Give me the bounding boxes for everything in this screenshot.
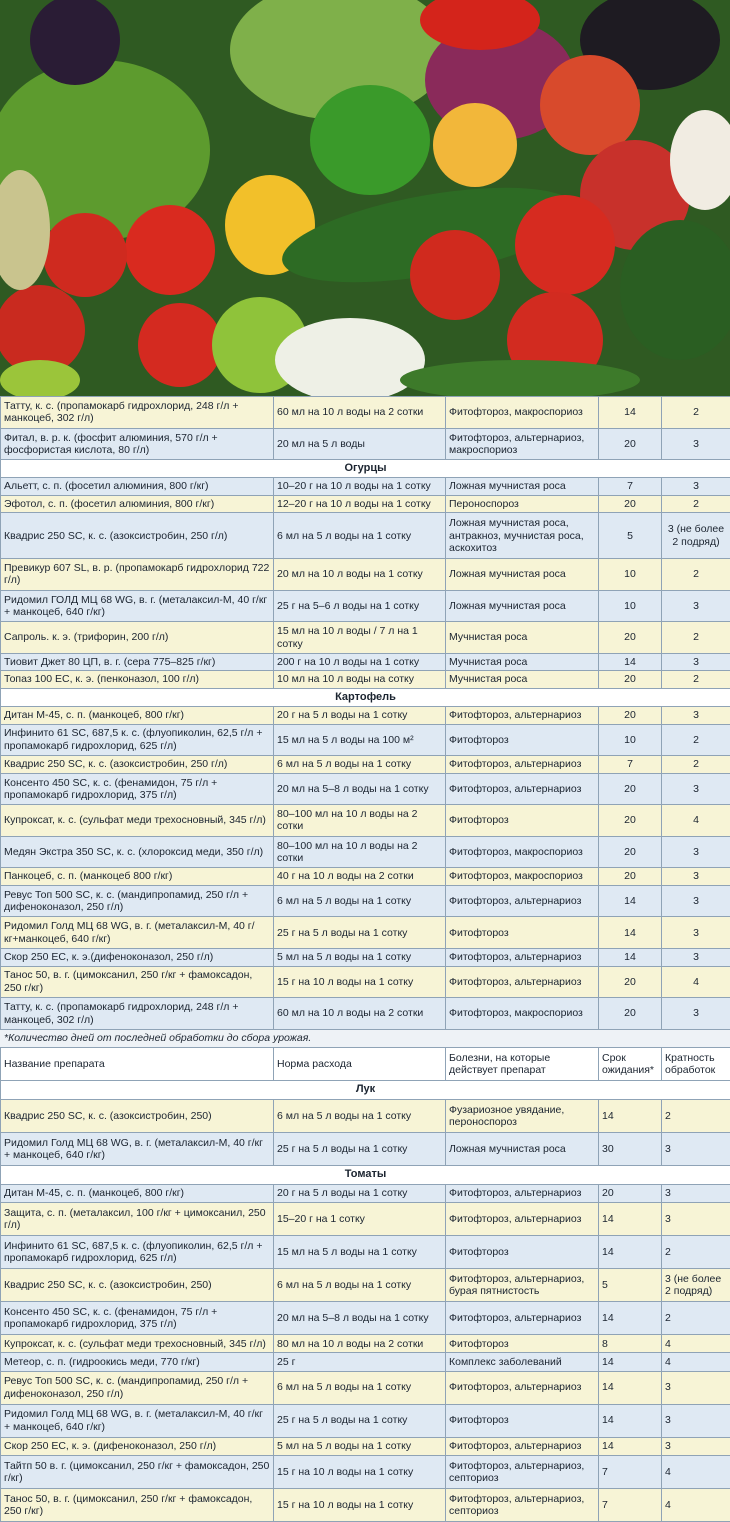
product-name-cell: Ридомил Голд МЦ 68 WG, в. г. (металаксил-М, 40 г/кг+манкоцеб, 640 г/кг) bbox=[1, 917, 274, 949]
diseases-cell: Фитофтороз, альтернариоз bbox=[446, 966, 599, 998]
dosage-cell: 5 мл на 5 л воды на 1 сотку bbox=[274, 1437, 446, 1455]
table-row bbox=[1, 724, 730, 756]
table-row bbox=[1, 513, 730, 559]
product-name-cell: Тиовит Джет 80 ЦП, в. г. (сера 775–825 г/кг) bbox=[1, 653, 274, 671]
dosage-cell: 20 мл на 10 л воды на 1 сотку bbox=[274, 559, 446, 591]
waiting-period-cell: 14 bbox=[599, 1404, 662, 1437]
table-row bbox=[1, 397, 730, 429]
product-name-cell: Квадрис 250 SC, к. с. (азоксистробин, 250 г/л) bbox=[1, 756, 274, 774]
waiting-period-cell: 14 bbox=[599, 397, 662, 429]
product-name-cell: Купроксат, к. с. (сульфат меди трехосновный, 345 г/л) bbox=[1, 805, 274, 837]
product-name-cell: Квадрис 250 SC, к. с. (азоксистробин, 250) bbox=[1, 1269, 274, 1302]
table-row bbox=[1, 1184, 730, 1202]
diseases-cell: Фитофтороз, альтернариоз, бурая пятнистость bbox=[446, 1269, 599, 1302]
waiting-period-cell: 20 bbox=[599, 805, 662, 837]
table-row bbox=[1, 1236, 730, 1269]
product-name-cell: Консенто 450 SC, к. с. (фенамидон, 75 г/л + пропамокарб гидрохлорид, 375 г/л) bbox=[1, 773, 274, 805]
treatments-count-cell: 2 bbox=[662, 397, 730, 429]
treatments-count-cell: 2 bbox=[662, 1302, 730, 1335]
waiting-period-cell: 7 bbox=[599, 1455, 662, 1488]
header-cell: Название препарата bbox=[1, 1048, 274, 1081]
table-row bbox=[1, 1437, 730, 1455]
waiting-period-cell: 20 bbox=[599, 998, 662, 1030]
product-name-cell: Альетт, с. п. (фосетил алюминия, 800 г/кг) bbox=[1, 478, 274, 496]
product-name-cell: Татту, к. с. (пропамокарб гидрохлорид, 248 г/л + манкоцеб, 302 г/л) bbox=[1, 397, 274, 429]
treatments-count-cell: 4 bbox=[662, 1353, 730, 1371]
diseases-cell: Ложная мучнистая роса bbox=[446, 590, 599, 622]
waiting-period-cell: 20 bbox=[599, 773, 662, 805]
diseases-cell: Фитофтороз, альтернариоз bbox=[446, 1302, 599, 1335]
diseases-cell: Фитофтороз, макроспориоз bbox=[446, 836, 599, 868]
treatments-count-cell: 4 bbox=[662, 805, 730, 837]
product-name-cell: Консенто 450 SC, к. с. (фенамидон, 75 г/л + пропамокарб гидрохлорид, 375 г/л) bbox=[1, 1302, 274, 1335]
product-name-cell: Татту, к. с. (пропамокарб гидрохлорид, 248 г/л + манкоцеб, 302 г/л) bbox=[1, 998, 274, 1030]
dosage-cell: 6 мл на 5 л воды на 1 сотку bbox=[274, 513, 446, 559]
treatments-count-cell: 3 bbox=[662, 885, 730, 917]
waiting-period-cell: 20 bbox=[599, 836, 662, 868]
section-row bbox=[1, 688, 730, 706]
treatments-count-cell: 4 bbox=[662, 966, 730, 998]
product-name-cell: Дитан М-45, с. п. (манкоцеб, 800 г/кг) bbox=[1, 707, 274, 725]
table-row bbox=[1, 653, 730, 671]
treatments-count-cell: 2 bbox=[662, 756, 730, 774]
header-row bbox=[1, 1048, 730, 1081]
waiting-period-cell: 14 bbox=[599, 1371, 662, 1404]
diseases-cell: Фитофтороз, альтернариоз, септориоз bbox=[446, 1488, 599, 1521]
diseases-cell: Фитофтороз bbox=[446, 1236, 599, 1269]
dosage-cell: 10 мл на 10 л воды на сотку bbox=[274, 671, 446, 689]
diseases-cell: Фитофтороз, альтернариоз bbox=[446, 1371, 599, 1404]
product-name-cell: Ридомил Голд МЦ 68 WG, в. г. (металаксил-М, 40 г/кг + манкоцеб, 640 г/кг) bbox=[1, 1132, 274, 1165]
diseases-cell: Фитофтороз, макроспориоз bbox=[446, 998, 599, 1030]
dosage-cell: 200 г на 10 л воды на 1 сотку bbox=[274, 653, 446, 671]
diseases-cell: Фитофтороз bbox=[446, 1335, 599, 1353]
table-row bbox=[1, 917, 730, 949]
treatments-count-cell: 3 bbox=[662, 836, 730, 868]
waiting-period-cell: 14 bbox=[599, 949, 662, 967]
waiting-period-cell: 20 bbox=[599, 622, 662, 654]
product-name-cell: Фитал, в. р. к. (фосфит алюминия, 570 г/л + фосфористая кислота, 80 г/л) bbox=[1, 428, 274, 460]
waiting-period-cell: 20 bbox=[599, 966, 662, 998]
table-row bbox=[1, 1203, 730, 1236]
waiting-period-cell: 10 bbox=[599, 724, 662, 756]
dosage-cell: 15 мл на 5 л воды на 1 сотку bbox=[274, 1236, 446, 1269]
dosage-cell: 25 г на 5 л воды на 1 сотку bbox=[274, 1132, 446, 1165]
waiting-period-cell: 14 bbox=[599, 917, 662, 949]
product-name-cell: Танос 50, в. г. (цимоксанил, 250 г/кг + фамоксадон, 250 г/кг) bbox=[1, 1488, 274, 1521]
treatments-count-cell: 2 bbox=[662, 495, 730, 513]
diseases-cell: Фитофтороз, альтернариоз bbox=[446, 1184, 599, 1202]
table-row bbox=[1, 836, 730, 868]
dosage-cell: 60 мл на 10 л воды на 2 сотки bbox=[274, 998, 446, 1030]
waiting-period-cell: 20 bbox=[599, 671, 662, 689]
diseases-cell: Фузариозное увядание, пероноспороз bbox=[446, 1099, 599, 1132]
treatments-count-cell: 3 bbox=[662, 1371, 730, 1404]
diseases-cell: Фитофтороз bbox=[446, 805, 599, 837]
section-row bbox=[1, 1165, 730, 1184]
header-cell: Норма расхода bbox=[274, 1048, 446, 1081]
waiting-period-cell: 5 bbox=[599, 513, 662, 559]
section-title: Лук bbox=[1, 1080, 730, 1099]
diseases-cell: Фитофтороз, альтернариоз bbox=[446, 1203, 599, 1236]
section-title: Томаты bbox=[1, 1165, 730, 1184]
waiting-period-cell: 20 bbox=[599, 495, 662, 513]
fungicides-table-lower bbox=[0, 1047, 730, 1522]
product-name-cell: Квадрис 250 SC, к. с. (азоксистробин, 250 г/л) bbox=[1, 513, 274, 559]
dosage-cell: 15 г на 10 л воды на 1 сотку bbox=[274, 1455, 446, 1488]
product-name-cell: Превикур 607 SL, в. р. (пропамокарб гидрохлорид 722 г/л) bbox=[1, 559, 274, 591]
dosage-cell: 25 г на 5–6 л воды на 1 сотку bbox=[274, 590, 446, 622]
table-row bbox=[1, 478, 730, 496]
header-cell: Болезни, на которые действует препарат bbox=[446, 1048, 599, 1081]
table-row bbox=[1, 885, 730, 917]
diseases-cell: Фитофтороз, макроспориоз bbox=[446, 397, 599, 429]
dosage-cell: 12–20 г на 10 л воды на 1 сотку bbox=[274, 495, 446, 513]
diseases-cell: Комплекс заболеваний bbox=[446, 1353, 599, 1371]
diseases-cell: Фитофтороз, альтернариоз bbox=[446, 773, 599, 805]
diseases-cell: Ложная мучнистая роса bbox=[446, 559, 599, 591]
product-name-cell: Ревус Топ 500 SC, к. с. (мандипропамид, 250 г/л + дифеноконазол, 250 г/л) bbox=[1, 885, 274, 917]
treatments-count-cell: 3 bbox=[662, 478, 730, 496]
table-row bbox=[1, 966, 730, 998]
table-row bbox=[1, 559, 730, 591]
waiting-period-cell: 10 bbox=[599, 590, 662, 622]
diseases-cell: Ложная мучнистая роса bbox=[446, 1132, 599, 1165]
treatments-count-cell: 3 bbox=[662, 1404, 730, 1437]
dosage-cell: 80–100 мл на 10 л воды на 2 сотки bbox=[274, 836, 446, 868]
dosage-cell: 60 мл на 10 л воды на 2 сотки bbox=[274, 397, 446, 429]
dosage-cell: 15 г на 10 л воды на 1 сотку bbox=[274, 966, 446, 998]
diseases-cell: Фитофтороз, альтернариоз bbox=[446, 707, 599, 725]
table-row bbox=[1, 949, 730, 967]
diseases-cell: Фитофтороз, альтернариоз bbox=[446, 1437, 599, 1455]
treatments-count-cell: 3 bbox=[662, 1437, 730, 1455]
dosage-cell: 15 г на 10 л воды на 1 сотку bbox=[274, 1488, 446, 1521]
diseases-cell: Пероноспороз bbox=[446, 495, 599, 513]
treatments-count-cell: 3 bbox=[662, 707, 730, 725]
product-name-cell: Защита, с. п. (металаксил, 100 г/кг + цимоксанил, 250 г/л) bbox=[1, 1203, 274, 1236]
treatments-count-cell: 3 bbox=[662, 590, 730, 622]
dosage-cell: 15 мл на 10 л воды / 7 л на 1 сотку bbox=[274, 622, 446, 654]
table-row bbox=[1, 622, 730, 654]
product-name-cell: Ридомил ГОЛД МЦ 68 WG, в. г. (металаксил-М, 40 г/кг + манкоцеб, 640 г/кг) bbox=[1, 590, 274, 622]
waiting-period-cell: 20 bbox=[599, 1184, 662, 1202]
treatments-count-cell: 3 bbox=[662, 428, 730, 460]
dosage-cell: 20 г на 5 л воды на 1 сотку bbox=[274, 707, 446, 725]
waiting-period-cell: 20 bbox=[599, 868, 662, 886]
table-row bbox=[1, 868, 730, 886]
table-row bbox=[1, 495, 730, 513]
waiting-period-cell: 7 bbox=[599, 756, 662, 774]
table-row bbox=[1, 1404, 730, 1437]
treatments-count-cell: 2 bbox=[662, 724, 730, 756]
dosage-cell: 6 мл на 5 л воды на 1 сотку bbox=[274, 1269, 446, 1302]
treatments-count-cell: 2 bbox=[662, 1236, 730, 1269]
section-title: Огурцы bbox=[1, 460, 730, 478]
section-row bbox=[1, 1080, 730, 1099]
treatments-count-cell: 3 bbox=[662, 949, 730, 967]
fungicides-table-upper bbox=[0, 396, 730, 1030]
diseases-cell: Ложная мучнистая роса, антракноз, мучнистая роса, аскохитоз bbox=[446, 513, 599, 559]
treatments-count-cell: 3 (не более 2 подряд) bbox=[662, 1269, 730, 1302]
header-cell: Срок ожидания* bbox=[599, 1048, 662, 1081]
dosage-cell: 6 мл на 5 л воды на 1 сотку bbox=[274, 756, 446, 774]
waiting-period-cell: 7 bbox=[599, 1488, 662, 1521]
waiting-period-cell: 7 bbox=[599, 478, 662, 496]
product-name-cell: Танос 50, в. г. (цимоксанил, 250 г/кг + фамоксадон, 250 г/кг) bbox=[1, 966, 274, 998]
table-row bbox=[1, 773, 730, 805]
table-row bbox=[1, 671, 730, 689]
dosage-cell: 20 г на 5 л воды на 1 сотку bbox=[274, 1184, 446, 1202]
product-name-cell: Дитан М-45, с. п. (манкоцеб, 800 г/кг) bbox=[1, 1184, 274, 1202]
waiting-period-cell: 20 bbox=[599, 428, 662, 460]
waiting-period-cell: 14 bbox=[599, 1203, 662, 1236]
product-name-cell: Квадрис 250 SC, к. с. (азоксистробин, 250) bbox=[1, 1099, 274, 1132]
diseases-cell: Мучнистая роса bbox=[446, 622, 599, 654]
treatments-count-cell: 3 bbox=[662, 917, 730, 949]
waiting-period-cell: 14 bbox=[599, 1099, 662, 1132]
product-name-cell: Инфинито 61 SC, 687,5 к. с. (флуопиколин, 62,5 г/л + пропамокарб гидрохлорид, 625 г/л) bbox=[1, 724, 274, 756]
product-name-cell: Тайтп 50 в. г. (цимоксанил, 250 г/кг + фамоксадон, 250 г/кг) bbox=[1, 1455, 274, 1488]
treatments-count-cell: 3 bbox=[662, 773, 730, 805]
waiting-period-cell: 14 bbox=[599, 885, 662, 917]
treatments-count-cell: 2 bbox=[662, 559, 730, 591]
dosage-cell: 40 г на 10 л воды на 2 сотки bbox=[274, 868, 446, 886]
dosage-cell: 15–20 г на 1 сотку bbox=[274, 1203, 446, 1236]
table-row bbox=[1, 805, 730, 837]
product-name-cell: Ридомил Голд МЦ 68 WG, в. г. (металаксил-М, 40 г/кг + манкоцеб, 640 г/кг) bbox=[1, 1404, 274, 1437]
dosage-cell: 6 мл на 5 л воды на 1 сотку bbox=[274, 885, 446, 917]
treatments-count-cell: 4 bbox=[662, 1335, 730, 1353]
product-name-cell: Медян Экстра 350 SC, к. с. (хлороксид меди, 350 г/л) bbox=[1, 836, 274, 868]
dosage-cell: 80–100 мл на 10 л воды на 2 сотки bbox=[274, 805, 446, 837]
table-row bbox=[1, 590, 730, 622]
product-name-cell: Метеор, с. п. (гидроокись меди, 770 г/кг) bbox=[1, 1353, 274, 1371]
waiting-period-cell: 30 bbox=[599, 1132, 662, 1165]
dosage-cell: 20 мл на 5–8 л воды на 1 сотку bbox=[274, 1302, 446, 1335]
dosage-cell: 25 г bbox=[274, 1353, 446, 1371]
waiting-period-cell: 5 bbox=[599, 1269, 662, 1302]
treatments-count-cell: 3 bbox=[662, 1203, 730, 1236]
diseases-cell: Фитофтороз, альтернариоз bbox=[446, 885, 599, 917]
table-row bbox=[1, 428, 730, 460]
table-row bbox=[1, 756, 730, 774]
waiting-period-cell: 20 bbox=[599, 707, 662, 725]
diseases-cell: Фитофтороз, альтернариоз, макроспориоз bbox=[446, 428, 599, 460]
product-name-cell: Скор 250 ЕС, к. э.(дифеноконазол, 250 г/л) bbox=[1, 949, 274, 967]
dosage-cell: 20 мл на 5 л воды bbox=[274, 428, 446, 460]
waiting-period-cell: 14 bbox=[599, 1302, 662, 1335]
diseases-cell: Фитофтороз, макроспориоз bbox=[446, 868, 599, 886]
diseases-cell: Фитофтороз, альтернариоз bbox=[446, 949, 599, 967]
table-row bbox=[1, 1371, 730, 1404]
product-name-cell: Сапроль. к. э. (трифорин, 200 г/л) bbox=[1, 622, 274, 654]
treatments-count-cell: 4 bbox=[662, 1455, 730, 1488]
treatments-count-cell: 2 bbox=[662, 1099, 730, 1132]
table-row bbox=[1, 1269, 730, 1302]
table-row bbox=[1, 1335, 730, 1353]
waiting-period-cell: 14 bbox=[599, 1437, 662, 1455]
dosage-cell: 20 мл на 5–8 л воды на 1 сотку bbox=[274, 773, 446, 805]
treatments-count-cell: 4 bbox=[662, 1488, 730, 1521]
table-row bbox=[1, 1132, 730, 1165]
table-row bbox=[1, 998, 730, 1030]
diseases-cell: Мучнистая роса bbox=[446, 653, 599, 671]
section-title: Картофель bbox=[1, 688, 730, 706]
product-name-cell: Ревус Топ 500 SC, к. с. (мандипропамид, 250 г/л + дифеноконазол, 250 г/л) bbox=[1, 1371, 274, 1404]
diseases-cell: Мучнистая роса bbox=[446, 671, 599, 689]
header-cell: Кратность обработок bbox=[662, 1048, 730, 1081]
product-name-cell: Топаз 100 ЕС, к. э. (пенконазол, 100 г/л) bbox=[1, 671, 274, 689]
diseases-cell: Фитофтороз bbox=[446, 917, 599, 949]
treatments-count-cell: 3 bbox=[662, 1184, 730, 1202]
treatments-count-cell: 3 bbox=[662, 998, 730, 1030]
treatments-count-cell: 2 bbox=[662, 622, 730, 654]
dosage-cell: 6 мл на 5 л воды на 1 сотку bbox=[274, 1371, 446, 1404]
product-name-cell: Купроксат, к. с. (сульфат меди трехосновный, 345 г/л) bbox=[1, 1335, 274, 1353]
diseases-cell: Фитофтороз bbox=[446, 1404, 599, 1437]
table-row bbox=[1, 1302, 730, 1335]
waiting-period-cell: 8 bbox=[599, 1335, 662, 1353]
treatments-count-cell: 3 bbox=[662, 653, 730, 671]
treatments-count-cell: 3 bbox=[662, 1132, 730, 1165]
table-row bbox=[1, 1353, 730, 1371]
diseases-cell: Фитофтороз bbox=[446, 724, 599, 756]
waiting-period-cell: 10 bbox=[599, 559, 662, 591]
section-row bbox=[1, 460, 730, 478]
footnote: *Количество дней от последней обработки до сбора урожая. bbox=[4, 1032, 312, 1044]
dosage-cell: 15 мл на 5 л воды на 100 м² bbox=[274, 724, 446, 756]
product-name-cell: Инфинито 61 SC, 687,5 к. с. (флуопиколин, 62,5 г/л + пропамокарб гидрохлорид, 625 г/л) bbox=[1, 1236, 274, 1269]
treatments-count-cell: 2 bbox=[662, 671, 730, 689]
product-name-cell: Панкоцеб, с. п. (манкоцеб 800 г/кг) bbox=[1, 868, 274, 886]
waiting-period-cell: 14 bbox=[599, 1353, 662, 1371]
dosage-cell: 5 мл на 5 л воды на 1 сотку bbox=[274, 949, 446, 967]
product-name-cell: Эфотол, с. п. (фосетил алюминия, 800 г/кг) bbox=[1, 495, 274, 513]
vegetables-photo bbox=[0, 0, 730, 396]
diseases-cell: Ложная мучнистая роса bbox=[446, 478, 599, 496]
diseases-cell: Фитофтороз, альтернариоз, септориоз bbox=[446, 1455, 599, 1488]
table-row bbox=[1, 707, 730, 725]
product-name-cell: Скор 250 ЕС, к. э. (дифеноконазол, 250 г/л) bbox=[1, 1437, 274, 1455]
table-row bbox=[1, 1488, 730, 1521]
waiting-period-cell: 14 bbox=[599, 653, 662, 671]
treatments-count-cell: 3 bbox=[662, 868, 730, 886]
table-row bbox=[1, 1099, 730, 1132]
table-row bbox=[1, 1455, 730, 1488]
waiting-period-cell: 14 bbox=[599, 1236, 662, 1269]
dosage-cell: 25 г на 5 л воды на 1 сотку bbox=[274, 1404, 446, 1437]
vegetables-illustration bbox=[0, 0, 730, 396]
diseases-cell: Фитофтороз, альтернариоз bbox=[446, 756, 599, 774]
dosage-cell: 6 мл на 5 л воды на 1 сотку bbox=[274, 1099, 446, 1132]
dosage-cell: 10–20 г на 10 л воды на 1 сотку bbox=[274, 478, 446, 496]
dosage-cell: 80 мл на 10 л воды на 2 сотки bbox=[274, 1335, 446, 1353]
treatments-count-cell: 3 (не более 2 подряд) bbox=[662, 513, 730, 559]
dosage-cell: 25 г на 5 л воды на 1 сотку bbox=[274, 917, 446, 949]
